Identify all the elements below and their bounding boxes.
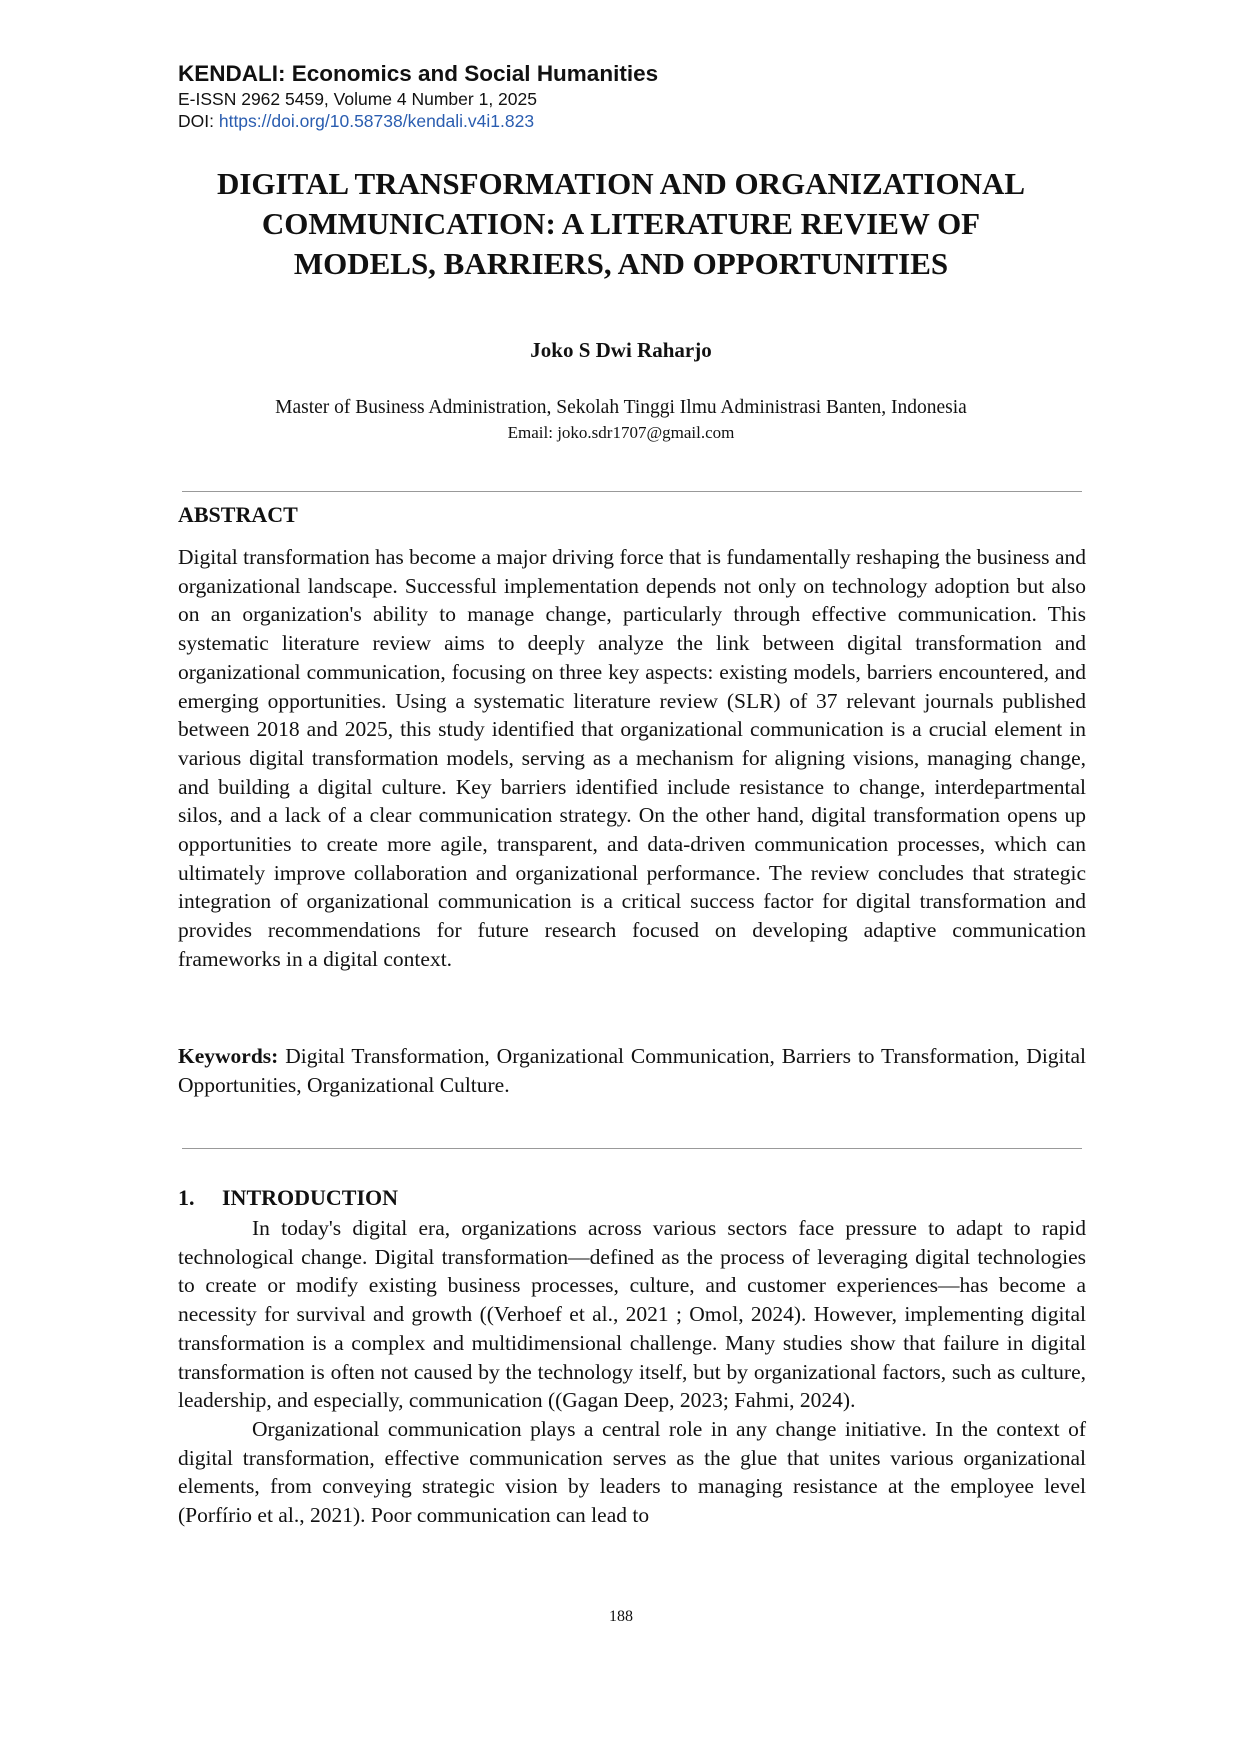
keywords-label: Keywords: bbox=[178, 1044, 279, 1068]
journal-issn: E-ISSN 2962 5459, Volume 4 Number 1, 2025 bbox=[178, 89, 537, 109]
section-title: INTRODUCTION bbox=[222, 1185, 399, 1210]
doi-label: DOI: bbox=[178, 111, 219, 131]
doi-link[interactable]: https://doi.org/10.58738/kendali.v4i1.823 bbox=[218, 111, 535, 131]
paragraph: In today's digital era, organizations across various sectors face pressure to adapt to rapid technological change. Digital transformation—defined as the process of leveraging digital technologies to create or modify existing business processes, culture, and customer experiences—has become a necessity for survival and growth ((Verhoef et al., 2021 ; Omol, 2024). However, implementing digital transformation is a complex and multidimensional challenge. Many studies show that failure in digital transformation is often not caused by the technology itself, but by organizational factors, such as culture, leadership, and especially, communication ((Gagan Deep, 2023; Fahmi, 2024). bbox=[178, 1216, 1086, 1413]
page-number: 188 bbox=[609, 1608, 633, 1625]
abstract-body bbox=[178, 543, 1086, 974]
paper-title bbox=[140, 164, 1102, 284]
title-line: MODELS, BARRIERS, AND OPPORTUNITIES bbox=[293, 246, 949, 281]
section-number: 1. bbox=[178, 1185, 195, 1210]
abstract-heading: ABSTRACT bbox=[178, 502, 298, 527]
title-line: DIGITAL TRANSFORMATION AND ORGANIZATIONAL bbox=[216, 166, 1026, 201]
author-name: Joko S Dwi Raharjo bbox=[530, 338, 712, 362]
abstract-text: Digital transformation has become a major driving force that is fundamentally reshaping the business and organizational landscape. Successful implementation depends not only on technology adoption but also on an organization's ability to manage change, particularly through effective communication. This systematic literature review aims to deeply analyze the link between digital transformation and organizational communication, focusing on three key aspects: existing models, barriers encountered, and emerging opportunities. Using a systematic literature review (SLR) of 37 relevant journals published between 2018 and 2025, this study identified that organizational communication is a crucial element in various digital transformation models, serving as a mechanism for aligning visions, managing change, and building a digital culture. Key barriers identified include resistance to change, interdepartmental silos, and a lack of a clear communication strategy. On the other hand, digital transformation opens up opportunities to create more agile, transparent, and data-driven communication processes, which can ultimately improve collaboration and organizational performance. The review concludes that strategic integration of organizational communication is a critical success factor for digital transformation and provides recommendations for future research focused on developing adaptive communication frameworks in a digital context. bbox=[178, 545, 1086, 971]
author-email: Email: joko.sdr1707@gmail.com bbox=[507, 423, 735, 442]
paragraph: Organizational communication plays a central role in any change initiative. In the context of digital transformation, effective communication serves as the glue that unites various organizational elements, from conveying strategic vision by leaders to managing resistance at the employee level (Porfírio et al., 2021). Poor communication can lead to bbox=[178, 1416, 1086, 1528]
journal-name: KENDALI: Economics and Social Humanities bbox=[178, 61, 659, 86]
keywords bbox=[178, 1042, 1086, 1099]
top-divider bbox=[182, 491, 1082, 492]
journal-doi bbox=[178, 110, 658, 132]
keywords-list: Digital Transformation, Organizational Communication, Barriers to Transformation, Digital Opportunities, Organizational Culture. bbox=[178, 1044, 1087, 1097]
author-affiliation: Master of Business Administration, Sekolah Tinggi Ilmu Administrasi Banten, Indonesia bbox=[275, 397, 967, 418]
introduction-body bbox=[178, 1214, 1086, 1530]
introduction-heading bbox=[178, 1185, 398, 1211]
bottom-divider bbox=[182, 1148, 1082, 1149]
title-line: COMMUNICATION: A LITERATURE REVIEW OF bbox=[261, 206, 981, 241]
journal-header bbox=[178, 60, 658, 132]
